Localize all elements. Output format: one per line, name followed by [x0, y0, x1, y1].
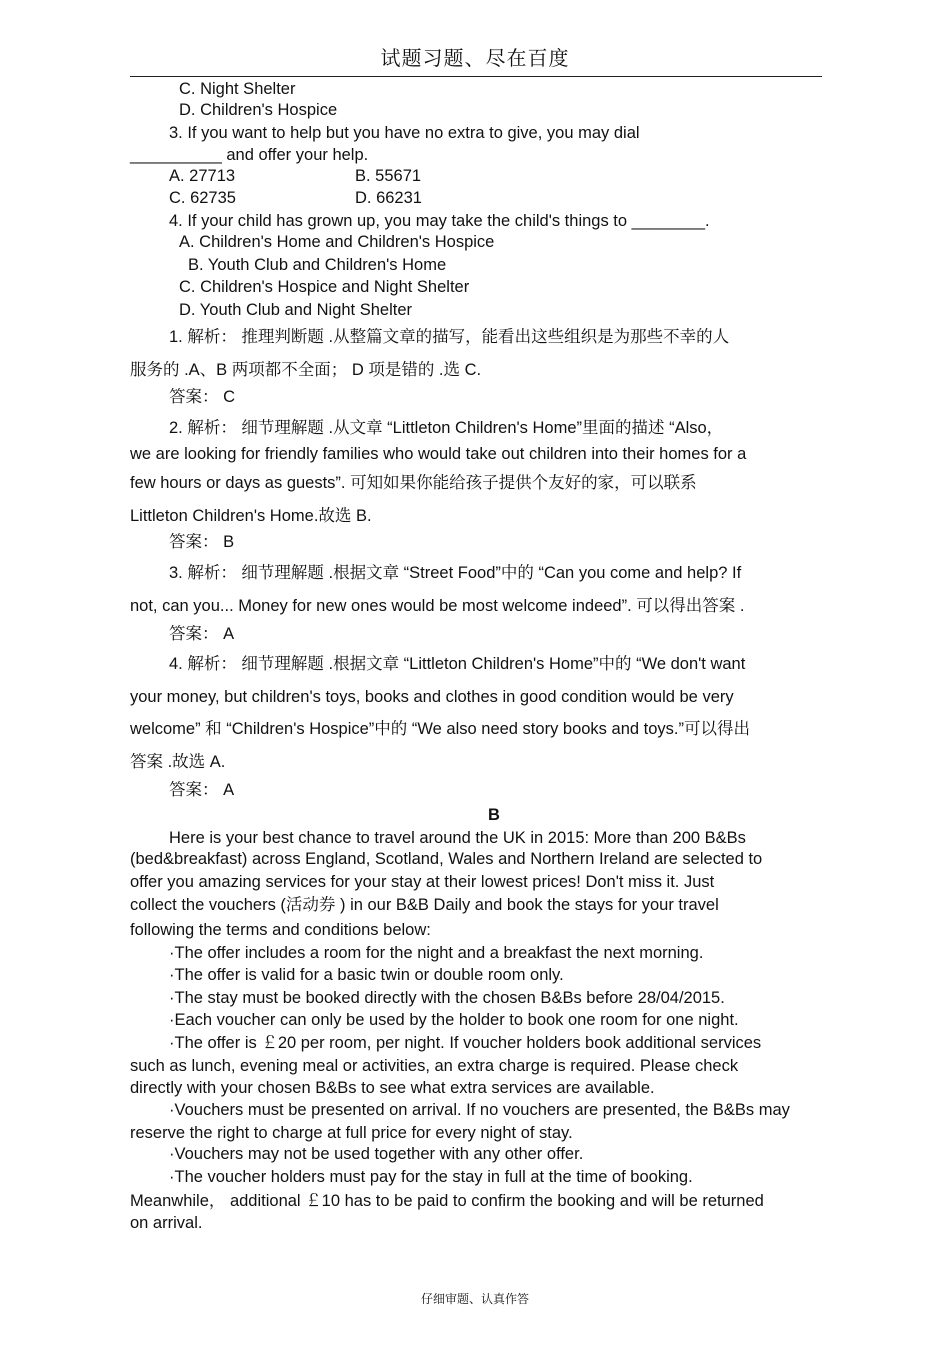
question-line: __________ and offer your help. [130, 146, 369, 164]
passage-bullet: ·The stay must be booked directly with the chosen B&Bs before 28/04/2015. [169, 989, 725, 1007]
option-line: D. 66231 [355, 189, 422, 207]
passage-line: offer you amazing services for your stay at their lowest prices! Don't miss it. Just [130, 873, 715, 891]
option-line: C. Children's Hospice and Night Shelter [179, 278, 470, 296]
explanation-line: 1. 解析： 推理判断题 .从整篇文章的描写，能看出这些组织是为那些不幸的人 [169, 328, 730, 346]
option-line: C. 62735 [169, 189, 236, 207]
explanation-line: 答案 .故选 A. [130, 753, 226, 771]
page-footer: 仔细审题、认真作答 [420, 1292, 529, 1306]
passage-bullet: ·Vouchers may not be used together with any other offer. [169, 1145, 584, 1163]
explanation-line: 服务的 .A、B 两项都不全面； D 项是错的 .选 C. [130, 361, 482, 379]
explanation-line: Littleton Children's Home.故选 B. [130, 507, 372, 525]
option-line: A. 27713 [169, 167, 236, 185]
passage-line: collect the vouchers (活动券 ) in our B&B Daily and book the stays for your travel [130, 896, 719, 914]
passage-bullet: ·The offer includes a room for the night and a breakfast the next morning. [169, 944, 704, 962]
passage-line: directly with your chosen B&Bs to see what extra services are available. [130, 1079, 655, 1097]
passage-bullet: ·The offer is valid for a basic twin or double room only. [169, 966, 564, 984]
explanation-line: few hours or days as guests”. 可知如果你能给孩子提供个友好的家，可以联系 [130, 474, 697, 492]
explanation-line: we are looking for friendly families who would take out children into their homes for a [130, 445, 747, 463]
option-line: D. Children's Hospice [179, 101, 338, 119]
question-line: 3. If you want to help but you have no extra to give, you may dial [169, 124, 640, 142]
header-divider [130, 76, 822, 77]
option-line: D. Youth Club and Night Shelter [179, 301, 412, 319]
passage-bullet: ·Vouchers must be presented on arrival. If no vouchers are presented, the B&Bs may [169, 1101, 790, 1119]
passage-line: on arrival. [130, 1214, 203, 1232]
explanation-line: 2. 解析： 细节理解题 .从文章 “Littleton Children's Home”里面的描述 “Also， [169, 419, 724, 437]
passage-bullet: ·Each voucher can only be used by the holder to book one room for one night. [169, 1011, 739, 1029]
option-line: A. Children's Home and Children's Hospice [179, 233, 495, 251]
passage-line: reserve the right to charge at full price for every night of stay. [130, 1124, 573, 1142]
answer-line: 答案： A [169, 625, 235, 643]
passage-line: following the terms and conditions below: [130, 921, 431, 939]
explanation-line: not, can you... Money for new ones would be most welcome indeed”. 可以得出答案 . [130, 597, 745, 615]
explanation-line: welcome” 和 “Children's Hospice”中的 “We also need story books and toys.”可以得出 [130, 720, 750, 738]
page-header: 试题习题、尽在百度 [380, 46, 570, 70]
passage-line: Meanwhile， additional ￡10 has to be paid to confirm the booking and will be returned [130, 1192, 764, 1210]
question-line: 4. If your child has grown up, you may take the child's things to ________. [169, 212, 710, 230]
answer-line: 答案： C [169, 388, 235, 406]
explanation-line: 4. 解析： 细节理解题 .根据文章 “Littleton Children's Home”中的 “We don't want [169, 655, 746, 673]
explanation-line: 3. 解析： 细节理解题 .根据文章 “Street Food”中的 “Can you come and help? If [169, 564, 742, 582]
answer-line: 答案： B [169, 533, 235, 551]
answer-line: 答案： A [169, 781, 235, 799]
option-line: C. Night Shelter [179, 80, 296, 98]
passage-bullet: ·The voucher holders must pay for the stay in full at the time of booking. [169, 1168, 693, 1186]
passage-line: Here is your best chance to travel around the UK in 2015: More than 200 B&Bs [169, 829, 746, 847]
option-line: B. 55671 [355, 167, 422, 185]
passage-line: such as lunch, evening meal or activities, an extra charge is required. Please check [130, 1057, 739, 1075]
passage-line: (bed&breakfast) across England, Scotland, Wales and Northern Ireland are selected to [130, 850, 763, 868]
option-line: B. Youth Club and Children's Home [188, 256, 447, 274]
passage-bullet: ·The offer is ￡20 per room, per night. If voucher holders book additional services [169, 1034, 762, 1052]
explanation-line: your money, but children's toys, books and clothes in good condition would be very [130, 688, 734, 706]
section-heading: B [488, 806, 500, 824]
